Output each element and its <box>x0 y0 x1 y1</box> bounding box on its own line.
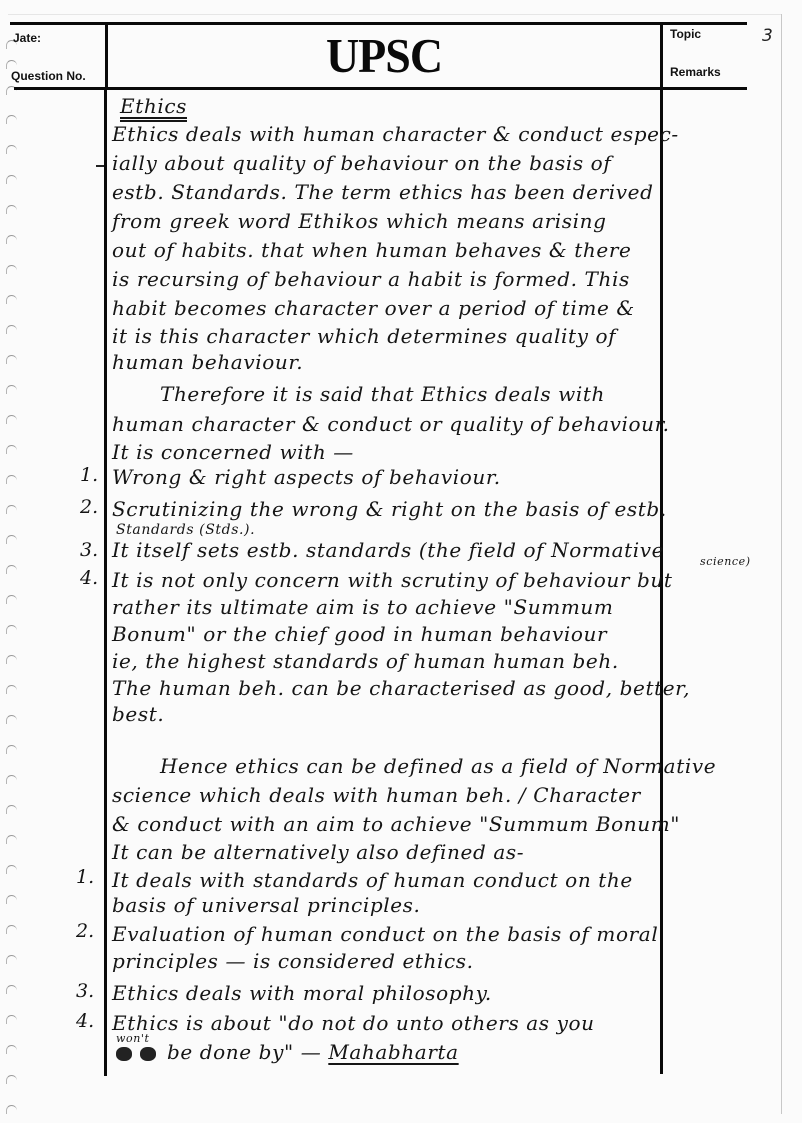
remarks-label: Remarks <box>670 65 721 79</box>
page-edge-top <box>8 14 782 15</box>
binding-hole <box>6 475 17 484</box>
binding-hole <box>6 1045 17 1054</box>
list-item: Scrutinizing the wrong & right on the basis of estb. <box>112 497 667 521</box>
binding-hole <box>6 1015 17 1024</box>
text-line: is recursing of behaviour a habit is formed. This <box>112 267 630 291</box>
binding-hole <box>6 715 17 724</box>
binding-hole <box>6 235 17 244</box>
text-line: it is this character which determines quality of <box>112 324 617 348</box>
page-edge-right <box>781 14 782 1114</box>
binding-hole <box>6 835 17 844</box>
binding-hole <box>6 895 17 904</box>
list-number: 3. <box>76 980 95 1002</box>
binding-hole <box>6 145 17 154</box>
list-item-continuation: principles — is considered ethics. <box>112 949 474 973</box>
binding-hole <box>6 535 17 544</box>
binding-hole <box>6 445 17 454</box>
binding-hole <box>6 205 17 214</box>
binding-hole <box>6 865 17 874</box>
binding-hole <box>6 175 17 184</box>
binding-hole <box>6 1075 17 1084</box>
binding-hole <box>6 925 17 934</box>
list-item-continuation: The human beh. can be characterised as good, better, <box>112 676 691 700</box>
binding-hole <box>6 295 17 304</box>
crossed-out-scribble <box>116 1047 132 1061</box>
list-item-continuation: rather its ultimate aim is to achieve "Summum <box>112 595 614 619</box>
binding-hole <box>6 505 17 514</box>
list-item: Ethics is about "do not do unto others as you <box>112 1011 595 1035</box>
text-line: human character & conduct or quality of behaviour. <box>112 412 670 436</box>
question-no-label: Question No. <box>11 69 86 83</box>
binding-hole <box>6 595 17 604</box>
list-number: 1. <box>80 464 99 486</box>
inserted-word: won't <box>116 1032 150 1045</box>
attribution: Mahabharta <box>328 1040 459 1064</box>
binding-hole <box>6 265 17 274</box>
page-title: UPSC <box>325 28 443 83</box>
binding-hole <box>6 415 17 424</box>
text-line: science which deals with human beh. / Character <box>112 783 641 807</box>
list-item: Wrong & right aspects of behaviour. <box>112 465 501 489</box>
list-item: It is not only concern with scrutiny of behaviour but <box>112 568 673 592</box>
text-line: estb. Standards. The term ethics has been derived <box>112 180 654 204</box>
list-item: Ethics deals with moral philosophy. <box>112 981 492 1005</box>
list-number: 4. <box>80 567 99 589</box>
list-item: Evaluation of human conduct on the basis of moral <box>112 922 659 946</box>
text-line: It can be alternatively also defined as- <box>112 840 525 864</box>
list-number: 2. <box>76 920 95 942</box>
quote-ending: be done by" — <box>166 1040 322 1064</box>
topic-value: 3 <box>762 26 773 46</box>
text-line: habit becomes character over a period of time & <box>112 296 635 320</box>
text-line: Ethics deals with human character & conduct espec- <box>112 122 679 146</box>
list-number: 4. <box>76 1010 95 1032</box>
binding-hole <box>6 745 17 754</box>
binding-hole <box>6 385 17 394</box>
list-item-continuation <box>112 1040 459 1064</box>
binding-hole <box>6 625 17 634</box>
text-line: Hence ethics can be defined as a field of Normative <box>160 754 717 778</box>
date-label: Jate: <box>13 31 42 45</box>
binding-hole <box>6 565 17 574</box>
list-item-continuation: Bonum" or the chief good in human behaviour <box>112 622 608 646</box>
list-number: 2. <box>80 496 99 518</box>
binding-hole <box>6 325 17 334</box>
crossed-out-scribble <box>140 1047 156 1061</box>
binding-hole <box>6 775 17 784</box>
hyphen-mark <box>96 165 104 167</box>
text-line: & conduct with an aim to achieve "Summum Bonum" <box>112 812 681 836</box>
text-line: ially about quality of behaviour on the basis of <box>112 151 612 175</box>
list-item-continuation: ie, the highest standards of human human beh. <box>112 649 619 673</box>
text-line: Therefore it is said that Ethics deals with <box>160 382 605 406</box>
binding-hole <box>6 115 17 124</box>
binding-hole <box>6 355 17 364</box>
list-item-continuation: basis of universal principles. <box>112 893 421 917</box>
margin-annotation: science) <box>700 555 751 568</box>
left-margin-rule <box>104 88 107 1076</box>
binding-hole <box>6 60 17 69</box>
text-line: out of habits. that when human behaves & there <box>112 238 632 262</box>
list-number: 3. <box>80 539 99 561</box>
text-line: human behaviour. <box>112 350 304 374</box>
binding-hole <box>6 655 17 664</box>
binding-hole <box>6 805 17 814</box>
binding-hole <box>6 685 17 694</box>
binding-hole <box>6 955 17 964</box>
text-line: from greek word Ethikos which means arising <box>112 209 607 233</box>
list-item-continuation: Standards (Stds.). <box>116 522 256 538</box>
section-heading: Ethics <box>120 94 187 118</box>
topic-label: Topic <box>670 27 702 41</box>
binding-hole <box>6 985 17 994</box>
list-item: It deals with standards of human conduct on the <box>112 868 633 892</box>
list-number: 1. <box>76 866 95 888</box>
binding-hole <box>6 1105 17 1114</box>
list-item: It itself sets estb. standards (the field of Normative <box>112 538 665 562</box>
text-line: It is concerned with — <box>112 440 354 464</box>
list-item-continuation: best. <box>112 702 165 726</box>
